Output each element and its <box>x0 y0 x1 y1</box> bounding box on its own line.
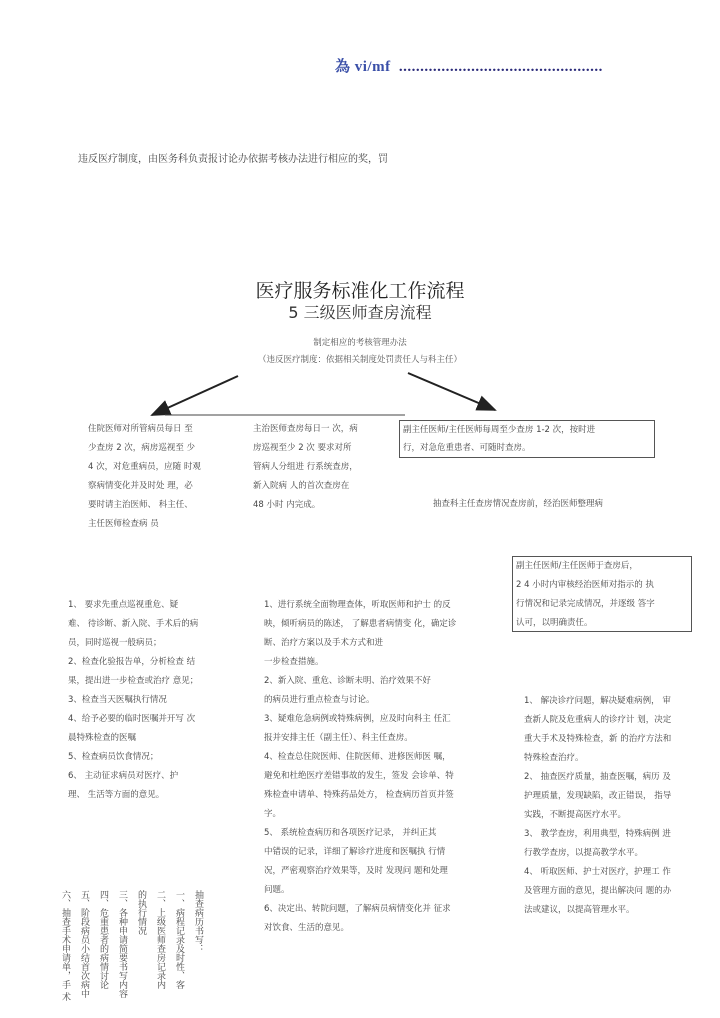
mid-right-note: 抽查科主任查房情况查房前，经治医师整理病 <box>433 499 604 509</box>
line: 重大手术及特殊检查，新 的治疗方法和 <box>524 734 672 744</box>
vertical-line: 五、阶段病员小结首次病中 <box>79 890 89 998</box>
line: 1、进行系统全面物理查体，听取医师和护士 的反 <box>264 600 451 610</box>
line: 48 小时 内完成。 <box>253 500 321 510</box>
line: 报并安排主任（副主任）、科主任查房。 <box>264 733 413 743</box>
line: 房巡视至少 2 次 要求对所 <box>253 443 352 453</box>
line: 3、疑难危急病例或特殊病例，应及时向科主 任汇 <box>264 714 451 724</box>
line: 况，严密观察治疗效果等，及时 发现问 题和处理 <box>264 866 448 876</box>
line: 特殊检查治疗。 <box>524 753 584 763</box>
line: 行，对急危重患者、可随时查房。 <box>403 443 531 453</box>
line: 认可，以明确责任。 <box>516 618 593 628</box>
line: 难、 待诊断、新入院、手术后的病 <box>68 619 199 629</box>
line: 一步检查措施。 <box>264 657 324 667</box>
line: 字。 <box>264 809 282 819</box>
line: 果，提出进一步检查或治疗 意见； <box>68 676 199 686</box>
line: 4、 听取医师、护士对医疗，护理工 作 <box>524 867 671 877</box>
header-dots: ................................................ <box>398 59 603 75</box>
intro-text: 违反医疗制度，由医务科负责报讨论办依据考核办法进行相应的奖，罚 <box>78 154 388 165</box>
line: 5、检查病员饮食情况； <box>68 752 159 762</box>
line: 4、检查总住院医师、住院医师、进修医师医 嘱， <box>264 752 451 762</box>
chief-detail <box>524 692 700 920</box>
resident-duty <box>88 420 248 534</box>
line: 晨特殊检查的医嘱 <box>68 733 137 743</box>
header-mark-text: 為 vi/mf <box>335 59 391 75</box>
line: 副主任医师/主任医师于查房后， <box>516 561 638 571</box>
line: 2、新入院、重危、诊断未明、治疗效果不好 <box>264 676 431 686</box>
attending-detail <box>264 596 504 938</box>
arrow-right <box>408 373 495 410</box>
line: 断、治疗方案以及手术方式和进 <box>264 638 384 648</box>
line: 2、 抽查医疗质量，抽查医嘱，病历 及 <box>524 772 671 782</box>
line: 少查房 2 次，病房巡视至 少 <box>88 443 196 453</box>
line: 6、 主动征求病员对医疗、护 <box>68 771 179 781</box>
page-subtitle: 5 三级医师查房流程 <box>288 303 432 322</box>
line: 殊检查申请单、特殊药品处方， 检查病历首页并签 <box>264 790 454 800</box>
line: 副主任医师/主任医师每周至少查房 1-2 次，按时进 <box>403 425 596 435</box>
line: 3、 教学查房，利用典型，特殊病例 进 <box>524 829 671 839</box>
line: 管病人分组进 行系统查房， <box>253 462 358 472</box>
line: 3、检查当天医嘱执行情况 <box>68 695 167 705</box>
line: 主治医师查房每日一 次，病 <box>253 424 358 434</box>
line: 法或建议，以提高管理水平。 <box>524 905 635 915</box>
line: 中错误的记录，详细了解诊疗进度和医嘱执 行情 <box>264 847 446 857</box>
line: 新入院病 人的首次查房在 <box>253 481 350 491</box>
chief-duty-box <box>399 420 655 458</box>
line: 理、 生活等方面的意见。 <box>68 790 165 800</box>
vertical-line: 一、病程记录及时性、客 <box>174 890 184 989</box>
line: 主任医师检查病 员 <box>88 519 159 529</box>
line: 对饮食、生活的意见。 <box>264 923 350 933</box>
page-title: 医疗服务标准化工作流程 <box>255 280 465 302</box>
line: 行情况和记录完成情况，并逐级 答字 <box>516 599 655 609</box>
line: 护理质量，发现缺陷，改正错误， 指导 <box>524 791 672 801</box>
line: 2 4 小时内审核经治医师对指示的 执 <box>516 580 654 590</box>
line: 实践，不断提高医疗水平。 <box>524 810 627 820</box>
review-box <box>512 556 692 632</box>
line: 1、 解决诊疗问题，解决疑难病例， 审 <box>524 696 671 706</box>
line: 2、检查化验报告单，分析检查 结 <box>68 657 196 667</box>
vertical-line: 抽查病历书写： <box>193 890 203 953</box>
vertical-checklist <box>58 890 205 1012</box>
line: 4 次，对危重病员，应随 时观 <box>88 462 201 472</box>
line: 及管理方面的意见，提出解决问 题的办 <box>524 886 672 896</box>
line: 1、 要求先重点巡视重危、疑 <box>68 600 179 610</box>
sub-note-1: 制定相应的考核管理办法 <box>313 338 407 348</box>
vertical-line: 二、上级医师查房记录内 <box>155 890 165 989</box>
line: 查新人院及危重病人的诊疗计 划，决定 <box>524 715 672 725</box>
attending-duty <box>253 420 403 515</box>
line: 映，倾听病员的陈述， 了解患者病情变 化，确定诊 <box>264 619 457 629</box>
line: 4、给予必要的临时医嘱并开写 次 <box>68 714 196 724</box>
line: 6、决定出、转院问题，了解病员病情变化并 征求 <box>264 904 451 914</box>
line: 的病员进行重点检查与讨论。 <box>264 695 375 705</box>
line: 住院医师对所管病员每日 至 <box>88 424 193 434</box>
line: 员，同时巡视一般病员； <box>68 638 162 648</box>
arrow-left <box>152 376 238 415</box>
line: 要时请主治医师、 科主任、 <box>88 500 193 510</box>
line: 行教学查房，以提高教学水平。 <box>524 848 644 858</box>
line: 问题。 <box>264 885 290 895</box>
vertical-line: 的执行情况 <box>136 890 146 935</box>
vertical-line: 三、各种申请简要书写内容 <box>117 890 127 998</box>
line: 避免和杜绝医疗差错事故的发生，签发 会诊单、特 <box>264 771 454 781</box>
vertical-line: 四、危重患者的病情讨论 <box>98 890 108 989</box>
line: 5、 系统检查病历和各项医疗记录， 并纠正其 <box>264 828 437 838</box>
resident-detail <box>68 596 248 805</box>
line: 察病情变化并及时处 理，必 <box>88 481 193 491</box>
vertical-line: 六、抽查手术申请单，手 术 <box>60 890 70 1001</box>
sub-note-2: （违反医疗制度：依据相关制度处罚责任人与科主任） <box>257 355 462 365</box>
